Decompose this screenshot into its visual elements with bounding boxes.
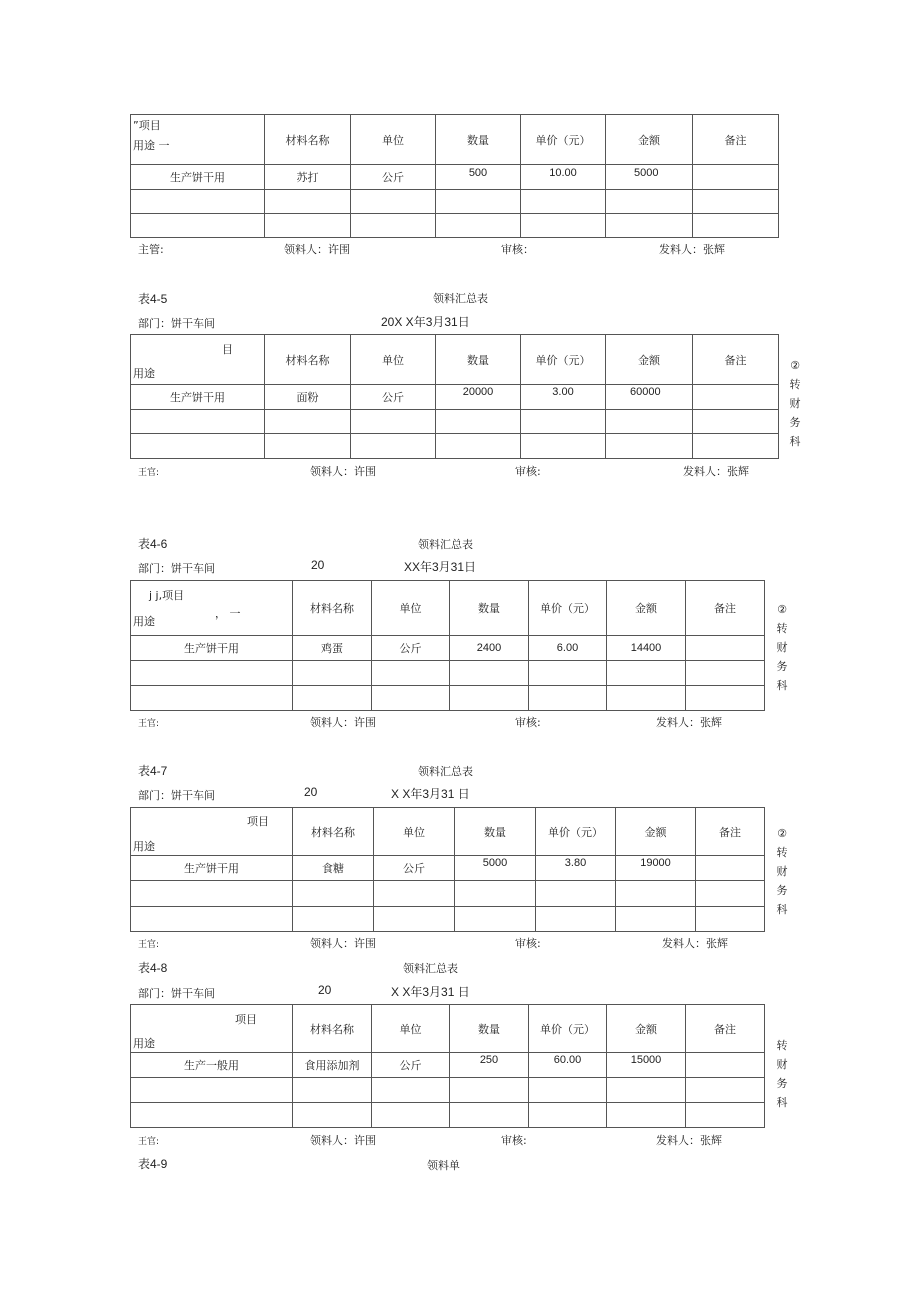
date: X X年3月31 日 [391,787,470,801]
header-item-label: 项目 [235,1013,257,1026]
sign-issuer: 发料人：张辉 [656,716,722,729]
table-row [131,907,765,932]
sign-auditor: 审核: [515,716,541,729]
table-row [131,165,779,190]
col-header-note: 备注 [686,581,765,636]
cell-material: 面粉 [265,385,351,410]
col-header-material: 材料名称 [265,115,351,165]
sign-issuer: 发料人：张辉 [683,465,749,478]
table-title: 领料汇总表 [433,292,488,305]
header-corner-cell [131,808,293,856]
department: 部门：饼干车间 [138,987,215,1000]
col-header-note: 备注 [693,115,779,165]
header-item-label: 目 [222,343,233,356]
date: XX年3月31日 [404,560,477,574]
side-note: ② 转 财 务 科 [776,827,788,916]
col-header-note: 备注 [693,335,779,385]
cell-price: 10.00 [521,165,606,190]
col-header-unit: 单位 [372,1005,450,1053]
requisition-table-2 [130,334,779,459]
cell-amount: 14400 [607,636,686,661]
cell-amount: 15000 [607,1053,686,1078]
header-item-label: ”项目 [133,119,161,132]
sign-auditor: 审核: [515,465,541,478]
cell-qty: 5000 [455,856,536,881]
department: 部门：饼干车间 [138,789,215,802]
requisition-table-4 [130,807,765,932]
col-header-amount: 金额 [606,115,693,165]
header-usage-label: 用途 [133,840,155,853]
col-header-price: 单价（元） [529,581,607,636]
cell-amount: 60000 [606,385,693,410]
side-note: 转 财 务 科 [776,1039,788,1109]
col-header-price: 单价（元） [529,1005,607,1053]
cell-usage: 生产饼干用 [131,636,293,661]
cell-amount: 19000 [616,856,696,881]
sign-receiver: 领料人：许围 [284,243,350,256]
side-note: ② 转 财 务 科 [776,603,788,692]
header-corner-cell [131,335,265,385]
col-header-unit: 单位 [351,115,436,165]
col-header-qty: 数量 [450,581,529,636]
col-header-price: 单价（元） [521,335,606,385]
sign-manager: 王官: [138,1137,160,1147]
col-header-amount: 金额 [607,1005,686,1053]
col-header-material: 材料名称 [265,335,351,385]
header-corner-cell [131,581,293,636]
department: 部门：饼干车间 [138,317,215,330]
table-label: 表4-9 [138,1157,168,1171]
sign-auditor: 审核: [515,937,541,950]
col-header-note: 备注 [696,808,765,856]
sign-manager: 王官: [138,940,160,950]
header-usage-label: 用途 [133,615,155,628]
cell-unit: 公斤 [351,165,436,190]
sign-auditor: 审核： [501,243,534,256]
sign-receiver: 领料人：许围 [310,937,376,950]
header-mark: ， 一 [215,607,241,620]
col-header-price: 单价（元） [536,808,616,856]
table-label: 表4-6 [138,537,168,551]
table-row [131,385,779,410]
cell-price: 6.00 [529,636,607,661]
cell-qty: 2400 [450,636,529,661]
sign-manager: 主管: [138,243,164,256]
date: X X年3月31 日 [391,985,470,999]
col-header-qty: 数量 [436,335,521,385]
sign-issuer: 发料人：张辉 [656,1134,722,1147]
col-header-amount: 金额 [607,581,686,636]
sign-manager: 王官: [138,719,160,729]
cell-qty: 500 [436,165,521,190]
table-row [131,881,765,907]
date-year: 20 [311,558,325,572]
col-header-price: 单价（元） [521,115,606,165]
cell-qty: 250 [450,1053,529,1078]
cell-material: 鸡蛋 [293,636,372,661]
cell-note [686,636,765,661]
cell-note [696,856,765,881]
table-row [131,686,765,711]
table-label: 表4-7 [138,764,168,778]
header-item-label: j j,项目 [149,589,185,602]
table-title: 领料汇总表 [418,765,473,778]
sign-auditor: 审核: [501,1134,527,1147]
col-header-qty: 数量 [455,808,536,856]
header-usage-label: 用途 一 [133,139,170,152]
table-title: 领料汇总表 [418,538,473,551]
sign-receiver: 领料人：许围 [310,716,376,729]
col-header-qty: 数量 [436,115,521,165]
header-usage-label: 用途 [133,1037,155,1050]
col-header-material: 材料名称 [293,581,372,636]
table-row [131,661,765,686]
cell-unit: 公斤 [372,1053,450,1078]
requisition-table-1 [130,114,779,238]
sign-issuer: 发料人：张辉 [662,937,728,950]
col-header-material: 材料名称 [293,808,374,856]
cell-amount: 5000 [606,165,693,190]
table-label: 表4-5 [138,292,168,306]
col-header-qty: 数量 [450,1005,529,1053]
col-header-note: 备注 [686,1005,765,1053]
cell-unit: 公斤 [351,385,436,410]
cell-unit: 公斤 [372,636,450,661]
table-row [131,434,779,459]
col-header-material: 材料名称 [293,1005,372,1053]
sign-receiver: 领料人：许围 [310,1134,376,1147]
table-label: 表4-8 [138,961,168,975]
cell-usage: 生产饼干用 [131,165,265,190]
table-row [131,214,779,238]
header-corner-cell [131,1005,293,1053]
sign-issuer: 发料人：张辉 [659,243,725,256]
sign-manager: 王官: [138,468,160,478]
cell-price: 3.80 [536,856,616,881]
date-year: 20 [304,785,318,799]
cell-material: 食用添加剂 [293,1053,372,1078]
cell-usage: 生产一般用 [131,1053,293,1078]
cell-usage: 生产饼干用 [131,385,265,410]
table-row [131,410,779,434]
department: 部门：饼干车间 [138,562,215,575]
date-year: 20 [318,983,332,997]
col-header-unit: 单位 [374,808,455,856]
cell-unit: 公斤 [374,856,455,881]
requisition-table-3 [130,580,765,711]
side-note: ② 转 财 务 科 [789,359,801,448]
table-row [131,190,779,214]
cell-note [693,385,779,410]
header-usage-label: 用途 [133,367,155,380]
cell-usage: 生产饼干用 [131,856,293,881]
table-title: 领料汇总表 [403,962,458,975]
cell-price: 60.00 [529,1053,607,1078]
sign-receiver: 领料人：许围 [310,465,376,478]
col-header-unit: 单位 [351,335,436,385]
header-item-label: 项目 [247,815,269,828]
table-row [131,856,765,881]
date: 20X X年3月31日 [381,315,470,329]
header-corner-cell [131,115,265,165]
table-row [131,636,765,661]
requisition-table-5 [130,1004,765,1128]
table-row [131,1103,765,1128]
table-row [131,1053,765,1078]
cell-material: 食糖 [293,856,374,881]
cell-qty: 20000 [436,385,521,410]
cell-note [686,1053,765,1078]
table-title: 领料单 [427,1159,460,1172]
col-header-amount: 金额 [606,335,693,385]
table-row [131,1078,765,1103]
cell-note [693,165,779,190]
col-header-unit: 单位 [372,581,450,636]
col-header-amount: 金额 [616,808,696,856]
cell-material: 苏打 [265,165,351,190]
cell-price: 3.00 [521,385,606,410]
